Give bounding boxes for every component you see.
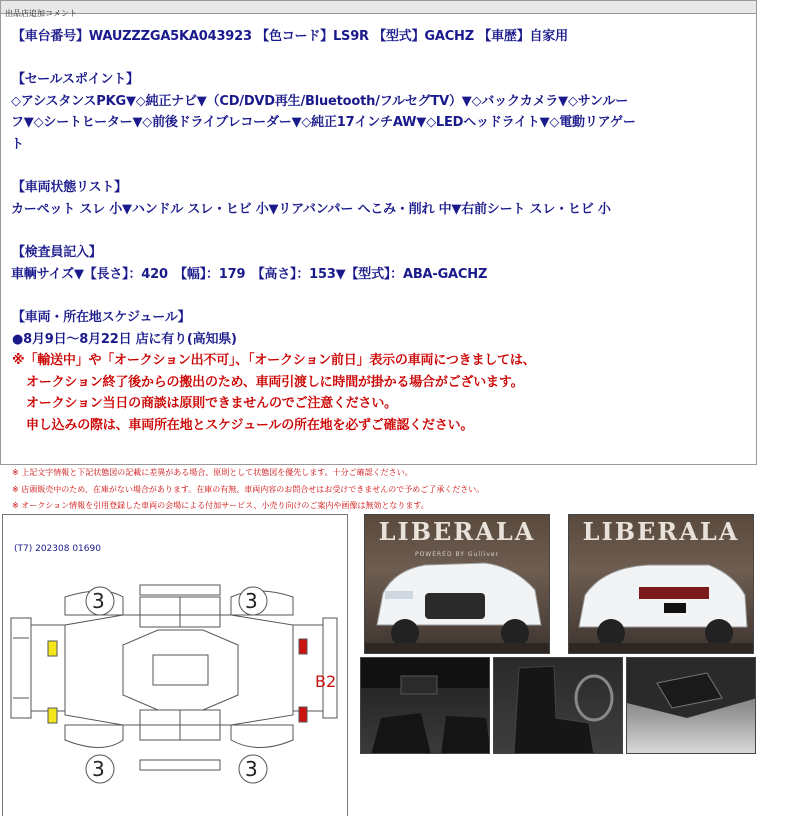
car-front-icon <box>365 515 550 654</box>
photo-rear-exterior[interactable] <box>568 514 754 654</box>
photo-brand-2: LIBERALA <box>582 517 740 546</box>
note-2: ※ 店頭販売中のため、在庫がない場合があります。在庫の有無、車両内容のお問合せはお受けできませんので予めご了承ください。 <box>12 485 485 494</box>
warning-line-1: ※「輸送中」や「オークション出不可」、「オークション前日」表示の車両につきましては、 <box>12 353 536 368</box>
warning-line-4: 申し込みの際は、車両所在地とスケジュールの所在地を必ずご確認ください。 <box>26 418 474 433</box>
inspector-line: 車輌サイズ▼【長さ】：420 【幅】：179 【高さ】：153▼【型式】：ABA-GACHZ <box>11 267 488 282</box>
seat-icon <box>494 658 623 754</box>
diagram-code: (T7) 202308 01690 <box>14 544 101 554</box>
sales-line-2: フ▼◇シートヒーター▼◇前後ドライブレコーダー▼◇純正17インチAW▼◇LEDヘッドライト▼◇電動リアゲー <box>11 115 636 130</box>
wheel-mark-rear-left: 3 <box>245 589 258 613</box>
photo-front-exterior[interactable] <box>364 514 550 654</box>
comment-header <box>0 0 757 18</box>
front-right-lamp-mark <box>48 708 57 723</box>
inspector-heading: 【検査員記入】 <box>12 245 102 260</box>
note-1: ※ 上記文字情報と下記状態図の記載に差異がある場合、原則として状態図を優先します。十分ご確認ください。 <box>12 468 413 477</box>
photo-seats[interactable] <box>493 657 623 754</box>
dashboard-icon <box>361 658 490 754</box>
schedule-line: ●8月9日～8月22日 店に有り(高知県) <box>12 332 237 347</box>
wheel-mark-front-left: 3 <box>92 589 105 613</box>
photo-powered-1: POWERED BY Gulliver <box>414 551 500 558</box>
note-3: ※ オークション情報を引用登録した車両の会場による付加サービス、小売り向けのご案内や画像は無効となります。 <box>12 501 429 510</box>
car-outline-diagram <box>3 515 349 817</box>
schedule-heading: 【車両・所在地スケジュール】 <box>12 310 191 325</box>
rear-left-lamp-mark <box>299 639 307 654</box>
vin-line: 【車台番号】WAUZZZGA5KA043923 【色コード】LS9R 【型式】GACHZ 【車歴】自家用 <box>12 29 568 44</box>
condition-line: カーペット スレ 小▼ハンドル スレ・ヒビ 小▼リアバンパー へこみ・削れ 中▼右前シート スレ・ヒビ 小 <box>11 202 611 217</box>
sunroof-icon <box>627 658 756 754</box>
warning-line-2: オークション終了後からの搬出のため、車両引渡しに時間が掛かる場合がございます。 <box>26 375 524 390</box>
warning-line-3: オークション当日の商談は原則できませんのでご注意ください。 <box>26 396 397 411</box>
seller-comment-box <box>0 13 757 465</box>
front-left-lamp-mark <box>48 641 57 656</box>
car-rear-icon <box>569 515 754 654</box>
sales-line-3: ト <box>11 137 24 152</box>
sales-heading: 【セールスポイント】 <box>12 72 139 87</box>
sales-line-1: ◇アシスタンスPKG▼◇純正ナビ▼（CD/DVD再生/Bluetooth/フルセグTV）▼◇バックカメラ▼◇サンルー <box>11 94 628 109</box>
condition-diagram <box>2 514 348 816</box>
wheel-mark-front-right: 3 <box>92 757 105 781</box>
photo-brand-1: LIBERALA <box>378 517 536 546</box>
damage-mark-b2: B2 <box>315 672 337 691</box>
wheel-mark-rear-right: 3 <box>245 757 258 781</box>
comment-header-title: 出品店追加コメント <box>5 9 77 18</box>
condition-heading: 【車両状態リスト】 <box>12 180 127 195</box>
rear-right-lamp-mark <box>299 707 307 722</box>
photo-sunroof[interactable] <box>626 657 756 754</box>
photo-dashboard[interactable] <box>360 657 490 754</box>
